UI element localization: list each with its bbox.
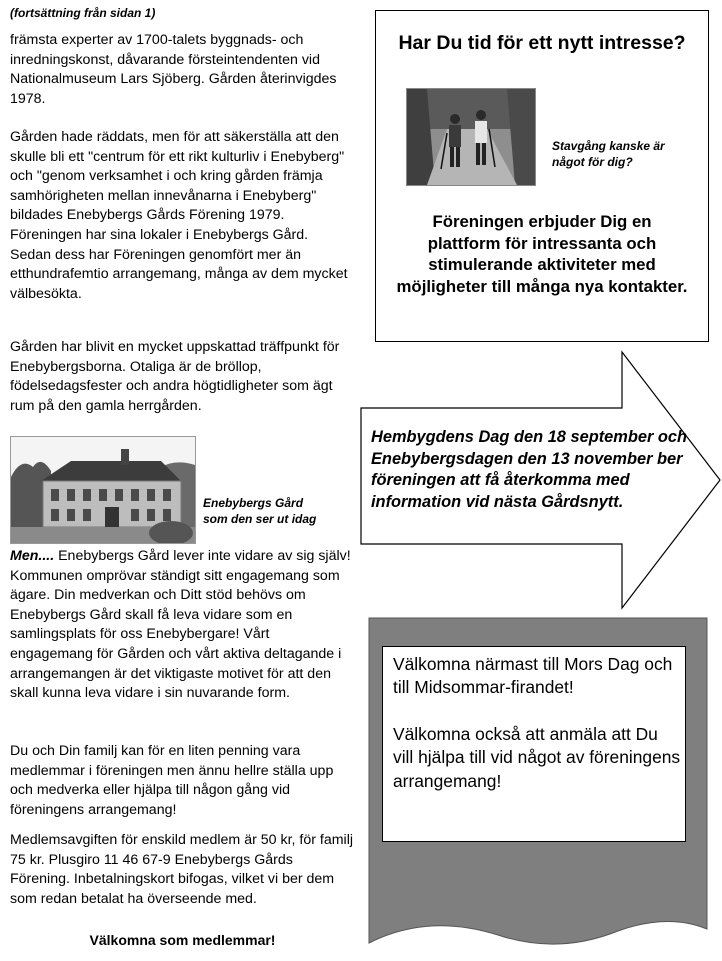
nordic-walking-caption — [552, 138, 665, 170]
welcome-members-text: Välkomna som medlemmar! — [89, 932, 276, 948]
interest-box — [375, 10, 709, 342]
interest-title: Har Du tid för ett nytt intresse? — [398, 32, 686, 54]
caption-line: som den ser ut idag — [203, 512, 317, 526]
paragraph-text: Du och Din familj kan för en liten penning vara medlemmar i föreningen men ännu hellre ställa upp och medverka eller hjälpa till någon gång vid föreningens arrangemang! — [10, 743, 334, 818]
welcome-line: Välkomna närmast till Mors Dag och till Midsommar-firandet! — [393, 654, 673, 698]
manor-house-photo — [10, 436, 196, 544]
continuation-note: (fortsättning från sidan 1) — [10, 6, 156, 20]
arrow-notice-text: Hembygdens Dag den 18 september och Enebybergsdagen den 13 november ber föreningen att få återkomma med information vid nästa Gårdsnytt. — [371, 428, 688, 511]
paragraph-text: Medlemsavgiften för enskild medlem är 50 kr, för familj 75 kr. Plusgiro 11 46 67-9 Enebybergs Gårds Förening. Inbetalningskort bifogas, vilket vi ber dem som redan betalat ha överseende med. — [10, 832, 353, 907]
nordic-walking-photo — [406, 88, 536, 186]
caption-line: något för dig? — [552, 155, 633, 169]
paragraph-meeting-place — [10, 338, 355, 416]
interest-body: Föreningen erbjuder Dig en plattform för intressanta och stimulerande aktiviteter med möjligheter till många nya kontakter. — [396, 212, 688, 296]
appeal-text: Enebybergs Gård lever inte vidare av sig själv! Kommunen omprövar ständigt sitt engagemang som ägare. Din medverkan och Ditt stöd behövs om Enebybergs Gård skall få leva vidare som en samlingsplats för oss Enebybergare! Vårt engagemang för Gården och vårt aktiva deltagande i arrangemangen är det viktigaste motivet för att den skall kunna leva vidare i sin nuvarande form. — [10, 548, 351, 702]
paragraph-fees — [10, 831, 355, 909]
welcome-line: Välkomna också att anmäla att Du vill hjälpa till vid något av föreningens arrangemang! — [393, 723, 681, 791]
manor-house-image — [11, 437, 195, 543]
nordic-walking-image — [407, 89, 535, 185]
paragraph-history — [10, 31, 355, 109]
appeal-lead: Men.... — [10, 548, 55, 564]
paragraph-text — [10, 547, 355, 704]
caption-line: Stavgång kanske är — [552, 139, 665, 153]
paragraph-membership — [10, 742, 355, 820]
paragraph-text: Gården hade räddats, men för att säkerställa att den skulle bli ett "centrum för ett rikt kulturliv i Enebyberg" och "genom verksamhet i och kring gården främja samhörigheten mellan innevånarna i Enebyberg" bildades Enebybergs Gårds Förening 1979. Föreningen har sina lokaler i Enebybergs Gård. — [10, 129, 345, 243]
paragraph-association — [10, 128, 355, 304]
paragraph-text: Gården har blivit en mycket uppskattad träffpunkt för Enebybergsborna. Otaliga är de bröllop, födelsedagsfester och andra högtidligheter som ägt rum på den gamla herrgården. — [10, 339, 340, 414]
welcome-card-text — [393, 653, 681, 793]
paragraph-text: främsta experter av 1700-talets byggnads- och inredningskonst, dåvarande försteintendenten vid Nationalmuseum Lars Sjöberg. Gården återinvigdes 1978. — [10, 32, 337, 107]
manor-house-caption — [203, 495, 316, 527]
paragraph-text: Sedan dess har Föreningen genomfört mer än etthundrafemtio arrangemang, många av dem mycket välbesökta. — [10, 246, 348, 302]
paragraph-appeal — [10, 547, 355, 704]
caption-line: Enebybergs Gård — [203, 496, 304, 510]
